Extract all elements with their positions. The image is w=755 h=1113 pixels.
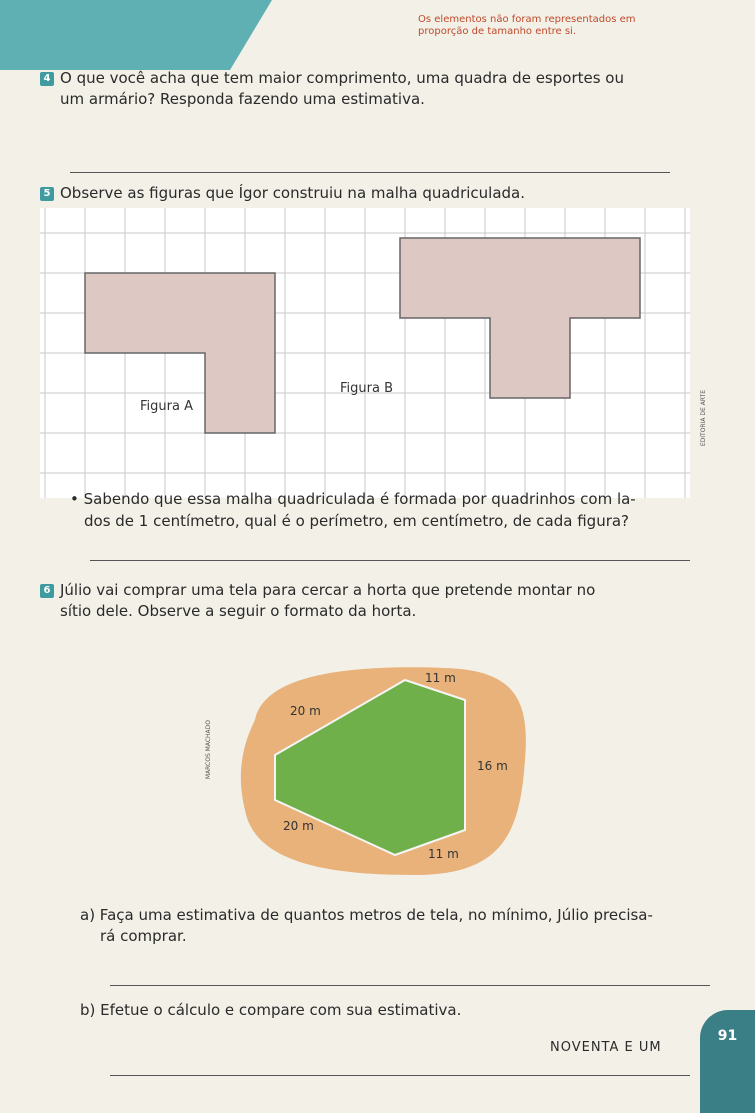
question-5	[40, 183, 525, 204]
question-6b	[80, 1000, 461, 1021]
bullet-dot: •	[70, 490, 84, 508]
scale-note-line2: proporção de tamanho entre si.	[418, 26, 577, 37]
bullet-line1: Sabendo que essa malha quadriculada é formada por quadrinhos com la-	[83, 490, 636, 508]
page-number: 91	[717, 1028, 738, 1044]
scale-note	[418, 14, 636, 38]
answer-line-q6a[interactable]	[110, 985, 710, 986]
page-number-tab	[700, 1010, 755, 1113]
side-right-label: 16 m	[477, 759, 508, 773]
bullet-line2: dos de 1 centímetro, qual é o perímetro, em centímetro, de cada figura?	[84, 512, 630, 530]
garden-diagram	[215, 660, 535, 880]
question-5-bullet	[70, 488, 636, 532]
question-6a-line2: rá comprar.	[100, 927, 187, 945]
question-6a	[80, 905, 653, 947]
side-upper-left-label: 20 m	[290, 704, 321, 718]
side-top-label: 11 m	[425, 671, 456, 685]
question-6a-line1: a) Faça uma estimativa de quantos metros de tela, no mínimo, Júlio precisa-	[80, 906, 653, 924]
answer-line-q6b[interactable]	[110, 1075, 690, 1076]
question-4-line1: O que você acha que tem maior comprimento, uma quadra de esportes ou	[60, 69, 624, 87]
page-words: NOVENTA E UM	[550, 1040, 662, 1055]
question-6-number: 6	[40, 584, 54, 598]
side-lower-left-label: 20 m	[283, 819, 314, 833]
figure-a-label: Figura A	[140, 399, 193, 414]
figure-b-label: Figura B	[340, 381, 393, 396]
question-6	[40, 580, 595, 622]
grid-credit: EDITORIA DE ARTE	[700, 390, 707, 447]
question-4-line2: um armário? Responda fazendo uma estimativa.	[60, 90, 425, 108]
answer-line-q4[interactable]	[70, 172, 670, 173]
question-4-number: 4	[40, 72, 54, 86]
question-5-text: Observe as figuras que Ígor construiu na malha quadriculada.	[60, 184, 526, 202]
question-4	[40, 68, 624, 110]
question-6-line2: sítio dele. Observe a seguir o formato da horta.	[60, 602, 417, 620]
answer-line-q5[interactable]	[90, 560, 690, 561]
question-5-number: 5	[40, 187, 54, 201]
question-6-line1: Júlio vai comprar uma tela para cercar a horta que pretende montar no	[60, 581, 596, 599]
garden-credit: MARCOS MACHADO	[205, 720, 212, 780]
side-bottom-label: 11 m	[428, 847, 459, 861]
grid-figure	[40, 208, 690, 498]
question-6b-line1: b) Efetue o cálculo e compare com sua estimativa.	[80, 1001, 462, 1019]
scale-note-line1: Os elementos não foram representados em	[418, 14, 636, 25]
grid-svg	[40, 208, 690, 498]
